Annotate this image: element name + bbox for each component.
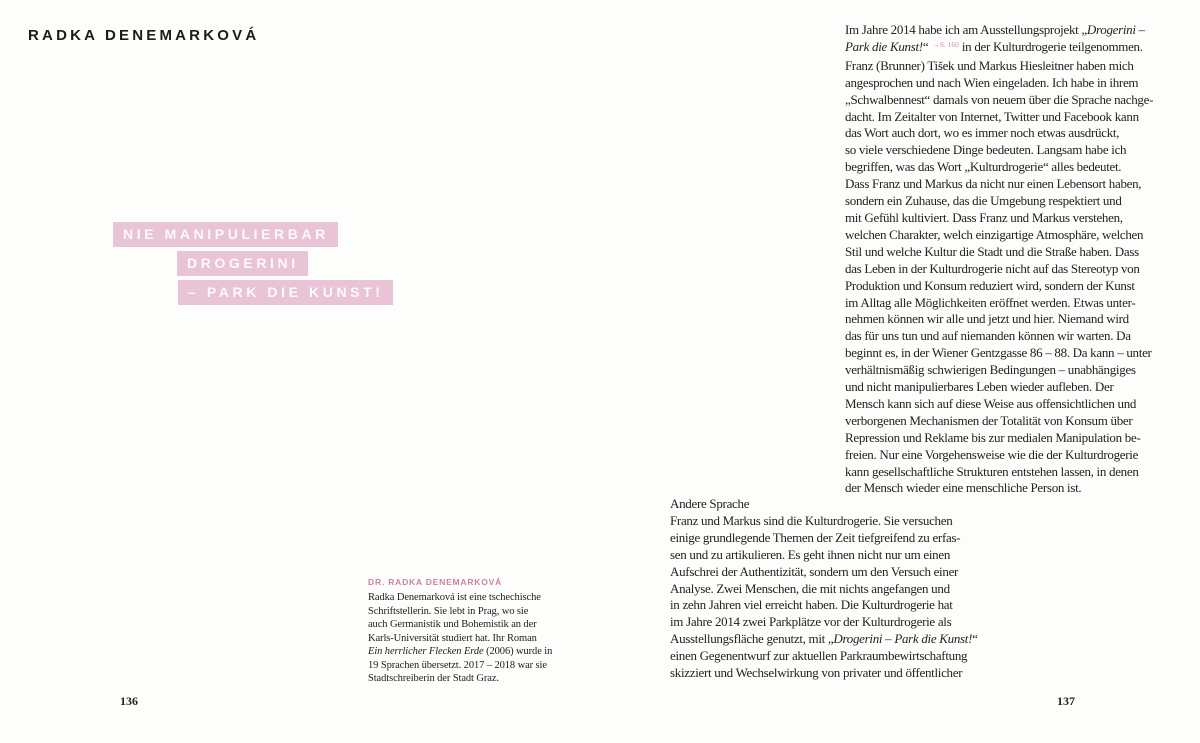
text-line: angesprochen und nach Wien eingeladen. Ich habe in ihrem [845, 74, 1139, 90]
text-line: „Schwalbennest“ damals von neuem über die Sprache nachge- [845, 91, 1154, 107]
text-line: Park die Kunst!“ $^{\to S. 160}$ in der Kulturdrogerie teilgenommen. [845, 38, 1143, 54]
text-line: Ausstellungsfläche genutzt, mit „Drogerini – Park die Kunst!“ [670, 631, 978, 647]
text-line: Mensch kann sich auf diese Weise aus offensichtlichen und [845, 395, 1137, 411]
text-line: einen Gegenentwurf zur aktuellen Parkraumbewirtschaftung [670, 648, 968, 664]
text-line: verhältnismäßig schwierigen Bedingungen – unabhängiges [845, 362, 1136, 378]
text-line: sen und zu artikulieren. Es geht ihnen nicht nur um einen [670, 546, 951, 562]
text-line: das für uns tun und auf niemanden können wir warten. Da [845, 328, 1131, 344]
text-line: Dass Franz und Markus da nicht nur einen Lebensort haben, [845, 176, 1142, 192]
headline-line [178, 280, 600, 305]
headline-line [177, 251, 600, 276]
text-line: Ein herrlicher Flecken Erde (2006) wurde in [368, 646, 553, 657]
text-line: Stil und welche Kultur die Stadt und die Straße haben. Dass [845, 243, 1139, 259]
section-heading: Andere Sprache [670, 496, 750, 511]
author-name-header: RADKA DENEMARKOVÁ [28, 27, 260, 44]
text-line: Im Jahre 2014 habe ich am Ausstellungsprojekt „Drogerini – [845, 22, 1145, 37]
text-line: Produktion und Konsum reduziert wird, sondern der Kunst [845, 277, 1135, 293]
headline-line [113, 222, 600, 247]
headline-line-text: DROGERINI [177, 251, 308, 276]
essay-paragraph-1 [845, 22, 1153, 497]
text-line: mit Gefühl kultiviert. Dass Franz und Markus verstehen, [845, 209, 1123, 225]
page-reference: →S. 160 [932, 39, 959, 49]
page-number-right: 137 [1057, 694, 1075, 708]
text-line: freien. Nur eine Vorgehensweise wie die der Kulturdrogerie [845, 446, 1139, 462]
headline-highlight [0, 222, 600, 309]
page-number-left: 136 [120, 694, 138, 708]
text-line: in zehn Jahren viel erreicht haben. Die Kulturdrogerie hat [670, 597, 953, 613]
headline-line-text: – PARK DIE KUNST! [178, 280, 393, 305]
text-line: Analyse. Zwei Menschen, die mit nichts angefangen und [670, 580, 950, 596]
text-line: Schriftstellerin. Sie lebt in Prag, wo sie [368, 605, 529, 617]
text-line: nehmen können wir alle und jetzt und hier. Niemand wird [845, 311, 1129, 327]
text-line: welchen Charakter, welch einzigartige Atmosphäre, welchen [845, 226, 1144, 242]
text-line: der Mensch wieder eine menschliche Person ist. [845, 480, 1082, 496]
essay-paragraph-2 [670, 513, 978, 682]
text-line: das Wort auch dort, wo es immer noch etwas ausdrückt, [845, 125, 1120, 141]
text-line: Aufschrei der Authentizität, sondern um den Versuch einer [670, 563, 959, 579]
text-line: so viele verschiedene Dinge bedeuten. Langsam habe ich [845, 142, 1127, 158]
text-line: 19 Sprachen übersetzt. 2017 – 2018 war sie [368, 659, 547, 671]
text-line: Repression und Reklame bis zur medialen Manipulation be- [845, 429, 1141, 445]
text-line: skizziert und Wechselwirkung von privater und öffentlicher [670, 665, 963, 681]
essay-section-2 [670, 496, 978, 682]
text-line: dacht. Im Zeitalter von Internet, Twitter und Facebook kann [845, 108, 1139, 124]
text-line: das Leben in der Kulturdrogerie nicht auf das Stereotyp von [845, 260, 1140, 276]
text-line: beginnt es, in der Wiener Gentzgasse 86 – 88. Da kann – unter [845, 345, 1152, 361]
headline-line-text: NIE MANIPULIERBAR [113, 222, 338, 247]
text-line: im Jahre 2014 zwei Parkplätze vor der Kulturdrogerie als [670, 614, 952, 630]
text-line: kann gesellschaftliche Strukturen entstehen lassen, in denen [845, 463, 1139, 479]
text-line: Stadtschreiberin der Stadt Graz. [368, 673, 499, 684]
text-line: Franz und Markus sind die Kulturdrogerie. Sie versuchen [670, 512, 953, 528]
text-line: Franz (Brunner) Tišek und Markus Hiesleitner haben mich [845, 57, 1134, 73]
text-line: Radka Denemarková ist eine tschechische [368, 592, 541, 603]
text-line: einige grundlegende Themen der Zeit tiefgreifend zu erfas- [670, 529, 961, 545]
bio-heading: DR. RADKA DENEMARKOVÁ [368, 577, 503, 587]
text-line: auch Germanistik und Bohemistik an der [368, 619, 537, 630]
text-line: sondern ein Zuhause, das die Umgebung respektiert und [845, 193, 1122, 209]
text-line: Karls-Universität studiert hat. Ihr Roman [368, 632, 537, 644]
text-line: verborgenen Mechanismen der Totalität von Konsum über [845, 412, 1133, 428]
text-line: im Alltag alle Möglichkeiten eröffnet werden. Etwas unter- [845, 294, 1136, 310]
text-line: begriffen, was das Wort „Kulturdrogerie“ alles bedeutet. [845, 159, 1122, 175]
text-line: und nicht manipulierbares Leben wieder aufleben. Der [845, 379, 1114, 395]
bio-text [368, 591, 552, 686]
